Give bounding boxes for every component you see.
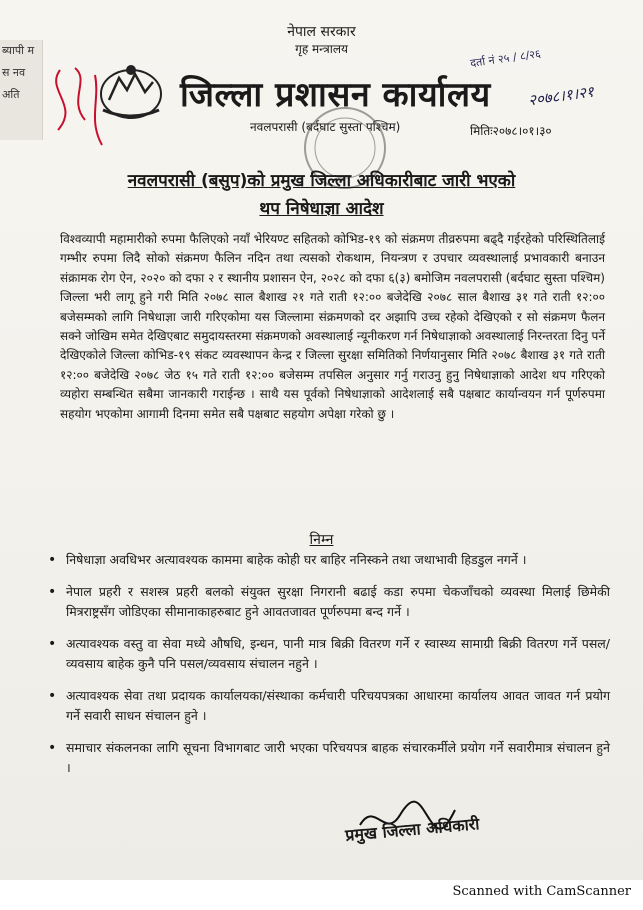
order-title: नवलपरासी (बसुप)को प्रमुख जिल्ला अधिकारीबाट जारी भएको xyxy=(127,171,516,191)
rules-list xyxy=(40,550,610,790)
issue-date: मितिः२०७८।०१।३० xyxy=(470,124,552,138)
scanner-watermark: Scanned with CamScanner xyxy=(452,884,631,899)
rule-text: समाचार संकलनका लागि सूचना विभागबाट जारी भएका परिचयपत्र बाहक संचारकर्मीले प्रयोग गर्ने सवारीमात्र संचालन हुने । xyxy=(66,740,610,775)
rule-text: अत्यावश्यक वस्तु वा सेवा मध्ये औषधि, इन्धन, पानी मात्र बिक्री वितरण गर्ने र स्वास्थ्य सामाग्री बिक्री वितरण गर्ने पसल/व्यवसाय बाहेक कुनै पनि पसल/व्यवसाय संचालन नहुने । xyxy=(66,636,610,671)
list-item xyxy=(40,582,610,622)
bullet-icon: • xyxy=(48,584,57,600)
list-item xyxy=(40,738,610,778)
rule-text: निषेधाज्ञा अवधिभर अत्यावश्यक काममा बाहेक कोही घर बाहिर ननिस्कने तथा जथाभावी हिडडुल नगर्ने । xyxy=(66,552,527,567)
section-heading: निम्न xyxy=(309,532,334,548)
back-page-line: अति xyxy=(2,88,20,101)
rule-text: अत्यावश्यक सेवा तथा प्रदायक कार्यालयका/संस्थाका कर्मचारी परिचयपत्रका आधारमा कार्यालय आवत जावत गर्न प्रयोग गर्ने सवारी साधन संचालन हुने । xyxy=(66,688,610,723)
order-subtitle: थप निषेधाज्ञा आदेश xyxy=(259,199,384,219)
nepal-emblem-icon xyxy=(95,60,167,122)
district-name: नवलपरासी (बर्दघाट सुस्ता पश्चिम) xyxy=(250,120,401,134)
order-body-paragraph: विश्वव्यापी महामारीको रुपमा फैलिएको नयाँ भेरियण्ट सहितको कोभिड-१९ को संक्रमण तीव्ररुपमा बढ्दै गईरहेको परिस्थितिलाई गम्भीर रुपमा लिदै सोको संक्रमण फैलिन नदिन तथा त्यसको रोकथाम, नियन्त्रण र उपचार व्यवस्थालाई प्रभावकारी बनाउन संक्रामक रोग ऐन, २०२० को दफा २ र स्थानीय प्रशासन ऐन, २०२८ को दफा ६(३) बमोजिम नवलपरासी (बर्दघाट सुस्ता पश्चिम) जिल्ला भरी लागू हुने गरी मिति २०७८ साल बैशाख २१ गते राती १२:०० बजेदेखि २०७८ साल बैशाख ३१ गते राती १२:०० बजेसम्मको लागि निषेधाज्ञा जारी गरिएकोमा यस जिल्लामा संक्रमणको दर अझापि उच्च रहेको देखिएको र सो संक्रमण फैलन सक्ने जोखिम समेत देखिएबाट समुदायस्तरमा संक्रमणको अवस्थालाई न्यूनीकरण गर्न निषेधाज्ञाको अवस्थालाई निरन्तरता दिनु पर्ने देखिएकोले जिल्ला कोभिड-१९ संकट व्यवस्थापन केन्द्र र जिल्ला सुरक्षा समितिको निर्णयानुसार मिति २०७८ बैशाख ३१ गते राती १२:०० बजेदेखि २०७८ जेठ १५ गते राती १२:०० बजेसम्म तपसिल अनुसार गर्नु गराउनु हुनु निषेधाज्ञाको आदेश थप गरिएको व्यहोरा सम्बन्धित सबैमा जानकारी गराईन्छ । साथै यस पूर्वको निषेधाज्ञाको आदेशलाई सबै पक्षबाट कार्यान्वयन गर्न पूर्णरुपमा सहयोग भएकोमा आगामी दिनमा समेत सबै पक्षबाट सहयोग अपेक्षा गरेको छु । xyxy=(60,232,605,421)
back-page-line: ब्यापी म xyxy=(2,44,35,57)
ministry-name: गृह मन्त्रालय xyxy=(295,42,348,56)
rule-text: नेपाल प्रहरी र सशस्त्र प्रहरी बलको संयुक्त सुरक्षा निगरानी बढाई कडा रुपमा चेकजाँचको व्यवस्था मिलाई छिमेकी मित्रराष्ट्रसँग जोडिएका सीमानाकाहरुबाट हुने आवतजावत पूर्णरुपमा बन्द गर्ने । xyxy=(66,584,610,619)
bullet-icon: • xyxy=(48,688,57,704)
list-item xyxy=(40,550,610,570)
list-item xyxy=(40,634,610,674)
bullet-icon: • xyxy=(48,740,57,756)
handwritten-registration-note: दर्ता नं २५ / ८/२६ xyxy=(469,47,542,70)
signatory-title: प्रमुख जिल्ला अधिकारी xyxy=(344,814,481,845)
list-item xyxy=(40,686,610,726)
back-page-line: स नव xyxy=(2,66,26,79)
government-name: नेपाल सरकार xyxy=(287,24,356,40)
office-title: जिल्ला प्रशासन कार्यालय xyxy=(180,75,491,115)
bullet-icon: • xyxy=(48,552,57,568)
handwritten-date: २०७८।१।२१ xyxy=(527,82,595,110)
bullet-icon: • xyxy=(48,636,57,652)
